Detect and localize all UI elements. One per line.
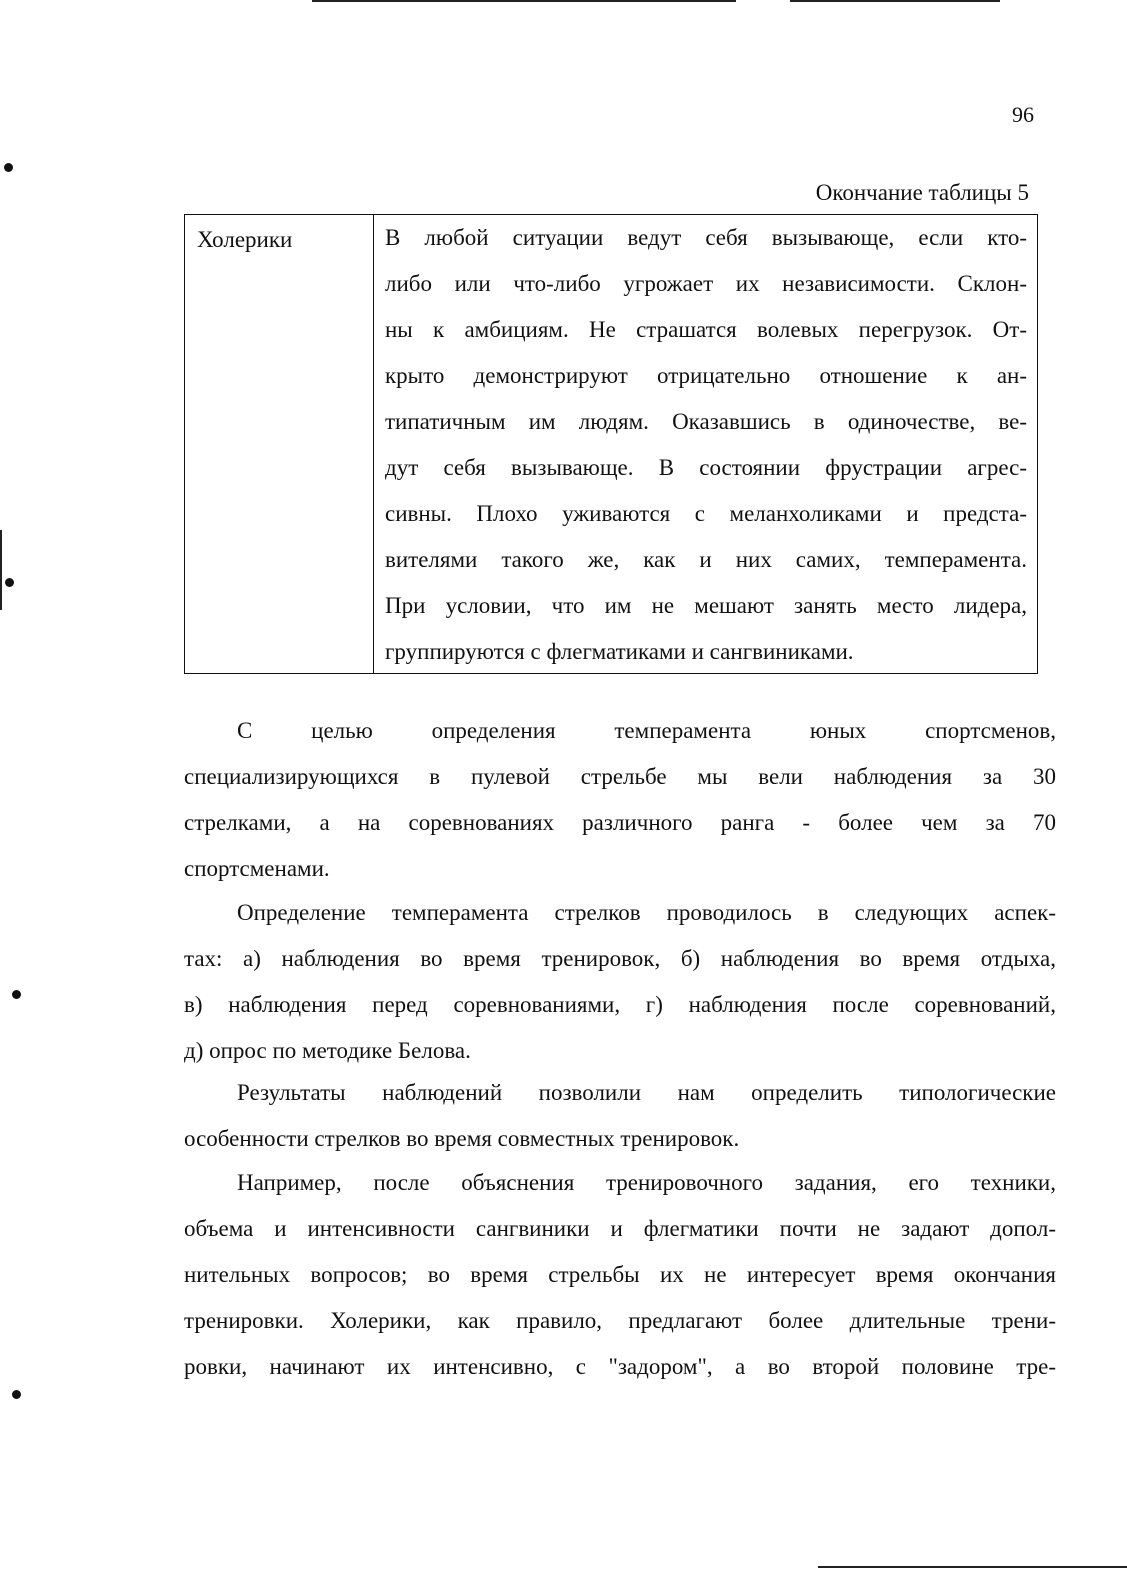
paragraph-line: С целью определения темперамента юных спортсменов,	[237, 718, 1056, 743]
paragraph-line: особенности стрелков во время совместных тренировок.	[184, 1126, 740, 1151]
table-text-line: вителями такого же, как и них самих, темперамента.	[385, 547, 1027, 572]
page-number: 96	[1012, 102, 1034, 127]
table-text-line: группируются с флегматиками и сангвиниками.	[385, 639, 854, 664]
paragraph-line: ровки, начинают их интенсивно, с "задором", а во второй половине тре-	[184, 1354, 1056, 1379]
table-column-divider	[373, 215, 374, 673]
table-text-line: сивны. Плохо уживаются с меланхоликами и предста-	[385, 501, 1027, 526]
table-cell-temperament-type: Холерики	[197, 227, 293, 252]
table-cell-description	[385, 215, 1027, 675]
punch-hole-mark	[4, 163, 13, 172]
paragraph-line: Результаты наблюдений позволили нам определить типологические	[237, 1080, 1056, 1105]
scan-edge-bottom-line	[818, 1566, 1127, 1568]
scan-edge-top-line-right	[790, 0, 1000, 2]
paragraph-line: нительных вопросов; во время стрельбы их не интересует время окончания	[184, 1262, 1056, 1287]
paragraph-line: спортсменами.	[184, 856, 330, 881]
paragraph-line: тренировки. Холерики, как правило, предлагают более длительные трени-	[184, 1308, 1056, 1333]
table-text-line: типатичным им людям. Оказавшись в одиночестве, ве-	[385, 409, 1027, 434]
table-caption: Окончание таблицы 5	[815, 180, 1029, 205]
table-text-line: либо или что-либо угрожает их независимости. Склон-	[385, 271, 1027, 296]
punch-hole-mark	[12, 1390, 21, 1399]
paragraph-line: Определение темперамента стрелков проводилось в следующих аспек-	[237, 900, 1056, 925]
table-text-line: крыто демонстрируют отрицательно отношение к ан-	[385, 363, 1027, 388]
paragraph-line: объема и интенсивности сангвиники и флегматики почти не задают допол-	[184, 1216, 1056, 1241]
table-text-line: При условии, что им не мешают занять место лидера,	[385, 593, 1027, 618]
paragraph-line: специализирующихся в пулевой стрельбе мы вели наблюдения за 30	[184, 764, 1056, 789]
paragraph-line: д) опрос по методике Белова.	[184, 1038, 471, 1063]
paragraph-observation-results	[184, 1070, 1056, 1162]
paragraph-line: стрелками, а на соревнованиях различного ранга - более чем за 70	[184, 810, 1056, 835]
punch-hole-mark	[5, 578, 14, 587]
paragraph-study-goal	[184, 708, 1056, 892]
paragraph-method-aspects	[184, 890, 1056, 1074]
punch-hole-mark	[12, 990, 21, 999]
table-text-line: ны к амбициям. Не страшатся волевых перегрузок. От-	[385, 317, 1027, 342]
scan-edge-left-line	[0, 530, 2, 610]
table-text-line: дут себя вызывающе. В состоянии фрустрации агрес-	[385, 455, 1027, 480]
paragraph-line: тах: а) наблюдения во время тренировок, б) наблюдения во время отдыха,	[184, 946, 1056, 971]
scan-edge-top-line	[312, 0, 736, 2]
temperament-table	[184, 214, 1038, 674]
paragraph-line: в) наблюдения перед соревнованиями, г) наблюдения после соревнований,	[184, 992, 1056, 1017]
paragraph-line: Например, после объяснения тренировочного задания, его техники,	[237, 1170, 1056, 1195]
paragraph-training-example	[184, 1160, 1056, 1390]
table-text-line: В любой ситуации ведут себя вызывающе, если кто-	[385, 225, 1027, 250]
